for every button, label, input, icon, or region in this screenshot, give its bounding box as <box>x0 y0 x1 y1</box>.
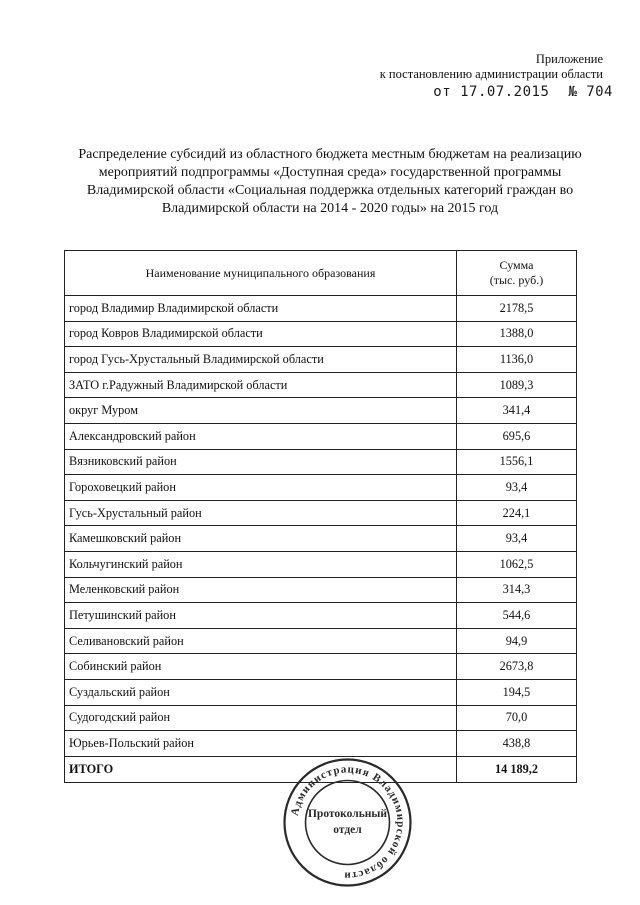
row-sum: 341,4 <box>457 398 577 424</box>
row-sum: 695,6 <box>457 423 577 449</box>
header-sum-line2: (тыс. руб.) <box>489 273 544 287</box>
total-label: ИТОГО <box>65 756 457 782</box>
row-name: Гусь-Хрустальный район <box>65 500 457 526</box>
row-name: город Ковров Владимирской области <box>65 321 457 347</box>
row-sum: 94,9 <box>457 628 577 654</box>
row-sum: 544,6 <box>457 603 577 629</box>
row-name: Вязниковский район <box>65 449 457 475</box>
header-name: Наименование муниципального образования <box>65 251 457 296</box>
row-sum: 1136,0 <box>457 347 577 373</box>
appendix-block <box>380 52 603 82</box>
row-name: Кольчугинский район <box>65 551 457 577</box>
stamp-line1: Протокольный <box>307 808 388 820</box>
row-name: Гороховецкий район <box>65 475 457 501</box>
row-sum: 93,4 <box>457 526 577 552</box>
row-sum: 1089,3 <box>457 372 577 398</box>
row-sum: 314,3 <box>457 577 577 603</box>
number-sign: № <box>568 84 578 100</box>
total-sum: 14 189,2 <box>457 756 577 782</box>
table-row <box>65 321 577 347</box>
table-row <box>65 449 577 475</box>
row-sum: 2673,8 <box>457 654 577 680</box>
row-name: Камешковский район <box>65 526 457 552</box>
table-row <box>65 551 577 577</box>
table-row <box>65 423 577 449</box>
header-sum <box>457 251 577 296</box>
row-sum: 93,4 <box>457 475 577 501</box>
table-row <box>65 347 577 373</box>
stamp-ring-text: Администрация Владимирской области <box>288 763 407 882</box>
table-row <box>65 398 577 424</box>
row-name: Селивановский район <box>65 628 457 654</box>
row-name: Александровский район <box>65 423 457 449</box>
table-row <box>65 628 577 654</box>
table-row <box>65 705 577 731</box>
table-row <box>65 526 577 552</box>
stamp-inner-ring <box>306 781 390 865</box>
row-name: город Владимир Владимирской области <box>65 296 457 322</box>
document-title: Распределение субсидий из областного бюджета местным бюджетам на реализацию мероприятий подпрограммы «Доступная среда» государственной программы Владимирской области «Социальная поддержка отдельных категорий граждан во Владимирской области на 2014 - 2020 годы» на 2015 год <box>78 147 582 216</box>
table-row <box>65 654 577 680</box>
table-row <box>65 372 577 398</box>
table-row <box>65 679 577 705</box>
row-sum: 224,1 <box>457 500 577 526</box>
decree-date: 17.07.2015 <box>460 84 550 100</box>
row-sum: 2178,5 <box>457 296 577 322</box>
table-header-row <box>65 251 577 296</box>
table-row <box>65 500 577 526</box>
row-name: Собинский район <box>65 654 457 680</box>
date-prefix: от <box>433 84 452 100</box>
row-name: ЗАТО г.Радужный Владимирской области <box>65 372 457 398</box>
row-name: город Гусь-Хрустальный Владимирской области <box>65 347 457 373</box>
row-sum: 438,8 <box>457 731 577 757</box>
row-sum: 1556,1 <box>457 449 577 475</box>
row-name: Меленковский район <box>65 577 457 603</box>
stamp-seal <box>280 755 415 890</box>
table-row <box>65 577 577 603</box>
row-name: округ Муром <box>65 398 457 424</box>
appendix-subtitle: к постановлению администрации области <box>379 67 603 81</box>
row-name: Юрьев-Польский район <box>65 731 457 757</box>
official-stamp <box>280 755 415 890</box>
row-name: Суздальский район <box>65 679 457 705</box>
table-row <box>65 296 577 322</box>
table-row <box>65 731 577 757</box>
row-name: Петушинский район <box>65 603 457 629</box>
row-name: Судогодский район <box>65 705 457 731</box>
row-sum: 1388,0 <box>457 321 577 347</box>
subsidy-table <box>64 250 577 783</box>
decree-reference <box>433 84 613 100</box>
decree-number: 704 <box>586 84 613 100</box>
appendix-label: Приложение <box>535 52 603 66</box>
row-sum: 1062,5 <box>457 551 577 577</box>
stamp-outer-ring <box>285 760 411 886</box>
table-row <box>65 475 577 501</box>
row-sum: 70,0 <box>457 705 577 731</box>
header-sum-line1: Сумма <box>499 258 534 272</box>
stamp-line2: отдел <box>333 824 362 836</box>
table-row <box>65 603 577 629</box>
row-sum: 194,5 <box>457 679 577 705</box>
